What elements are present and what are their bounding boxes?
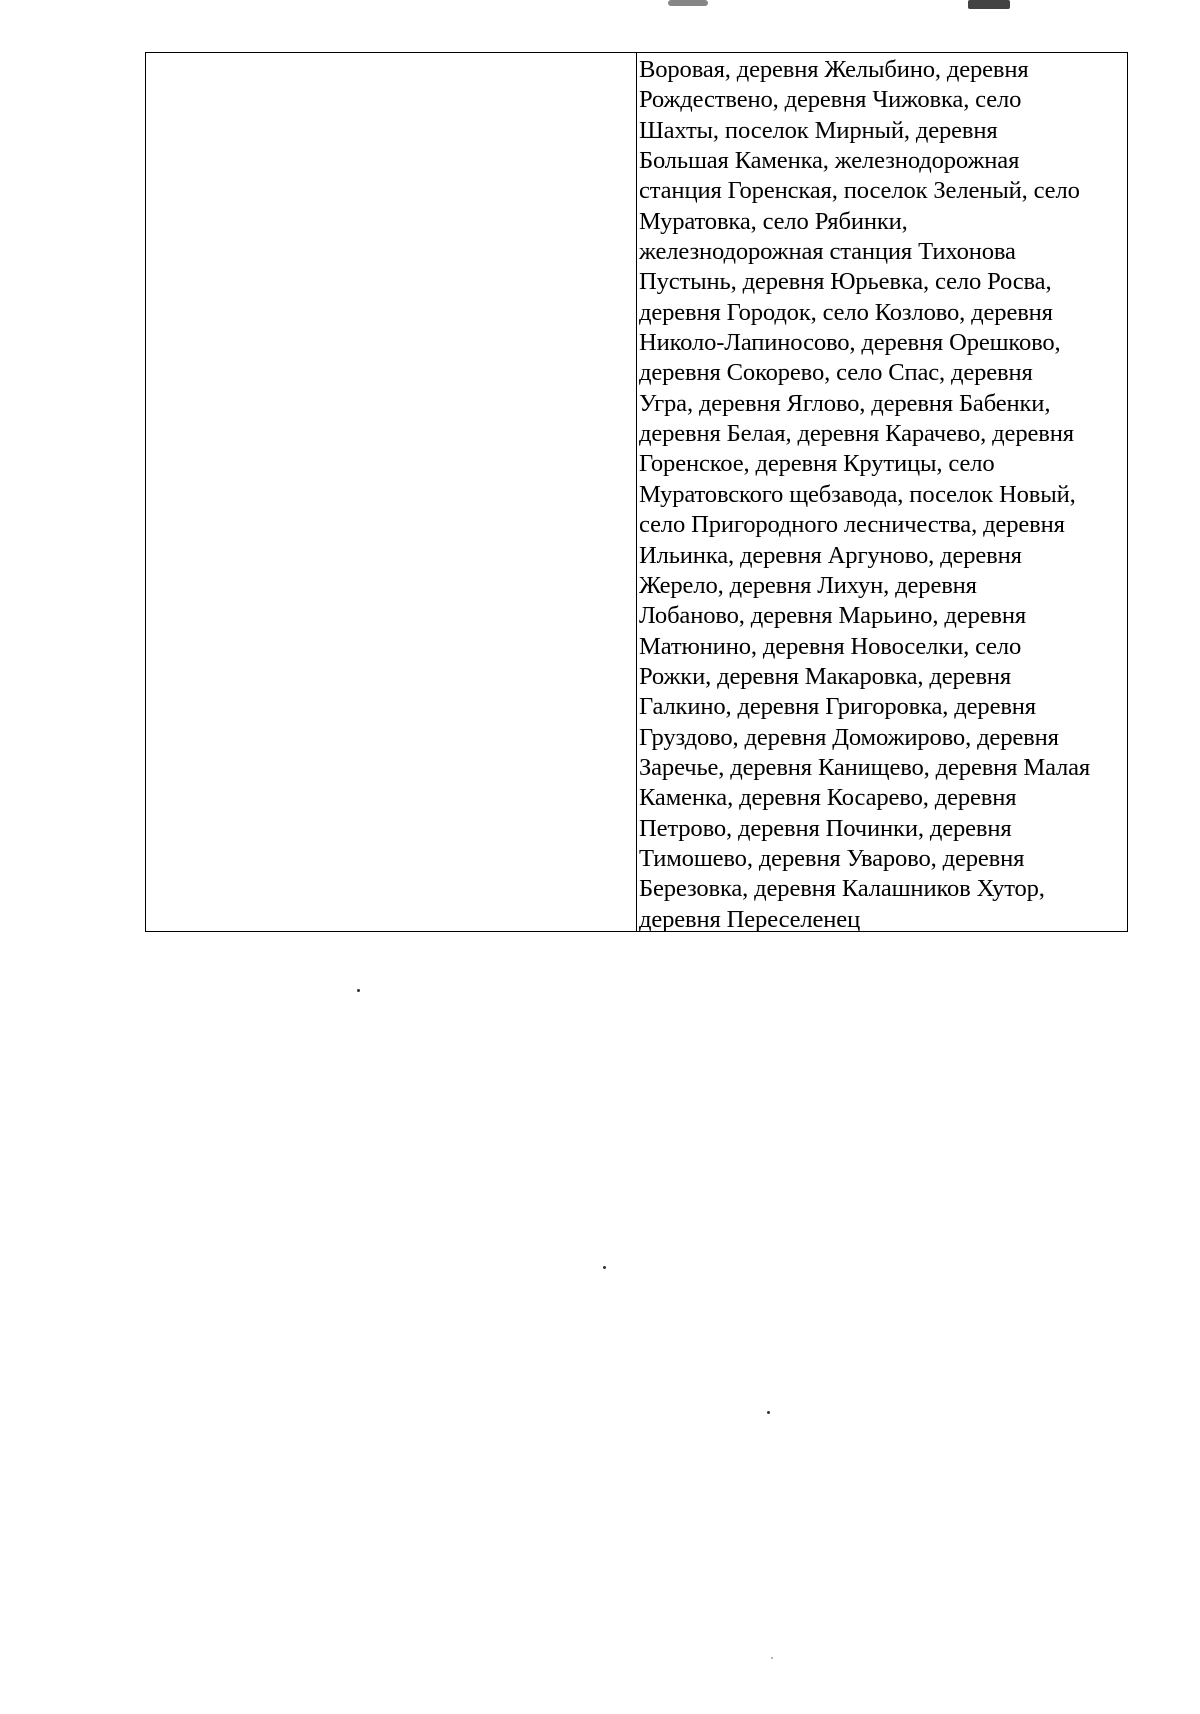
settlement-text-line: село Пригородного лесничества, деревня [639,511,1065,539]
settlement-text-line: Заречье, деревня Канищево, деревня Малая [639,753,1091,781]
settlement-text-line: Груздово, деревня Доможирово, деревня [639,723,1059,751]
settlements-table [145,52,1128,932]
scan-artifact-top-center [668,0,708,6]
settlement-text-line: Березовка, деревня Калашников Хутор, [639,875,1045,903]
settlement-text-line: железнодорожная станция Тихонова [639,238,1016,266]
settlement-text-line: Пустынь, деревня Юрьевка, село Росва, [639,268,1052,296]
settlement-text-line: Галкино, деревня Григоровка, деревня [639,693,1036,721]
settlement-text-line: Жерело, деревня Лихун, деревня [639,571,977,599]
scan-artifact-top-right [968,0,1010,9]
settlement-text-line: Ильинка, деревня Аргуново, деревня [639,541,1022,569]
settlement-text-line: Воровая, деревня Желыбино, деревня [639,56,1029,83]
settlement-text-line: Тимошево, деревня Уварово, деревня [639,844,1025,872]
scan-speck [771,1657,773,1659]
settlement-text-line: Муратовка, село Рябинки, [639,207,908,235]
scan-speck [357,989,360,992]
settlement-text-line: Петрово, деревня Починки, деревня [639,814,1012,842]
table-cell-settlements [637,53,1127,931]
settlement-text-line: деревня Городок, село Козлово, деревня [639,298,1053,326]
settlement-text-line: Шахты, поселок Мирный, деревня [639,116,998,144]
settlement-text-line: деревня Переселенец [639,905,861,931]
settlement-text-line: Николо-Лапиносово, деревня Орешково, [639,329,1061,357]
settlement-text-line: деревня Сокорево, село Спас, деревня [639,359,1033,387]
settlement-text-line: Угра, деревня Яглово, деревня Бабенки, [639,389,1051,417]
table-cell-left [146,53,637,931]
settlement-text-line: Лобаново, деревня Марьино, деревня [639,602,1027,630]
settlement-text-line: станция Горенская, поселок Зеленый, село [639,177,1080,205]
settlement-text-line: Муратовского щебзавода, поселок Новый, [639,480,1076,508]
settlement-text-line: Матюнино, деревня Новоселки, село [639,632,1022,660]
settlement-text-line: Рожки, деревня Макаровка, деревня [639,662,1012,690]
settlement-text-line: Большая Каменка, железнодорожная [639,147,1020,175]
settlement-text-line: Горенское, деревня Крутицы, село [639,450,995,478]
settlement-text-line: деревня Белая, деревня Карачево, деревня [639,420,1074,448]
scan-speck [767,1411,770,1414]
settlement-text-line: Рождествено, деревня Чижовка, село [639,86,1022,114]
settlement-text-line: Каменка, деревня Косарево, деревня [639,784,1017,812]
scan-speck [603,1266,606,1269]
